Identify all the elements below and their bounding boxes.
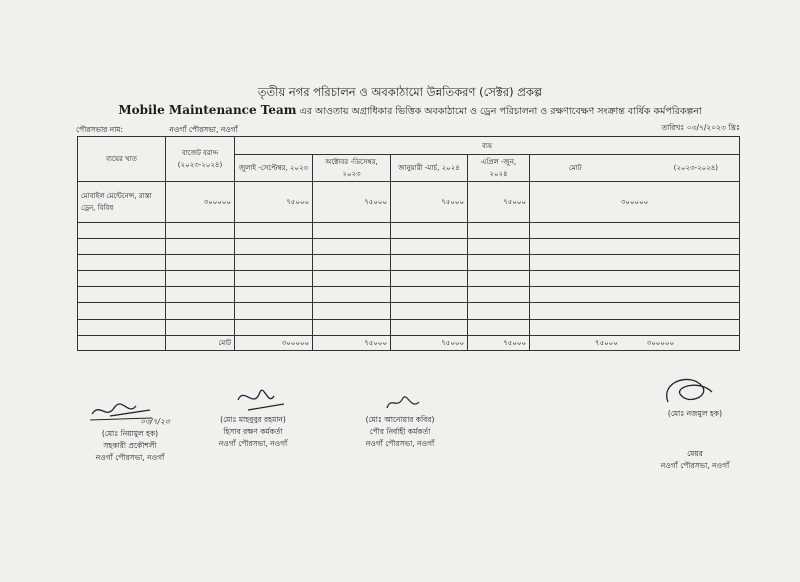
table-row-empty bbox=[78, 222, 740, 238]
signatory-office: নওগাঁ পৌরসভা, নওগাঁ bbox=[95, 453, 165, 462]
table-row-empty bbox=[78, 287, 740, 303]
header-total bbox=[530, 155, 740, 182]
signatory-role: পৌর নির্বাহী কর্মকর্তা bbox=[369, 427, 431, 436]
header-total-label: মোট bbox=[569, 164, 582, 173]
document-date: তারিখঃ ০৩/৭/২০২৩ খ্রিঃ bbox=[661, 123, 740, 132]
signature-block-engineer bbox=[70, 396, 190, 464]
total-q4: ৭৫০০০ bbox=[595, 338, 618, 347]
project-title: তৃতীয় নগর পরিচালন ও অবকাঠামো উন্নতিকরণ (সেক্টর) প্রকল্প bbox=[257, 85, 543, 99]
signatory-role: সহকারী প্রকৌশলী bbox=[103, 441, 157, 450]
header-sector: ব্যয়ের খাত bbox=[78, 137, 166, 182]
municipality-value: নওগাঁ পৌরসভা, নওগাঁ bbox=[169, 125, 238, 134]
header-q2: অক্টোবর -ডিসেম্বর, ২০২৩ bbox=[313, 155, 391, 182]
table-row-empty bbox=[78, 255, 740, 271]
signatory-office: নওগাঁ পৌরসভা, নওগাঁ bbox=[218, 439, 288, 448]
header-q3: জানুয়ারী -মার্চ, ২০২৪ bbox=[391, 155, 468, 182]
cell-budget: ৩০০০০০ bbox=[166, 182, 235, 222]
signature-block-executive bbox=[335, 388, 465, 450]
cell-q4: ৭৫০০০ bbox=[468, 182, 530, 222]
mmt-label: Mobile Maintenance Team bbox=[118, 103, 297, 117]
total-sum bbox=[530, 335, 740, 350]
table-row-empty bbox=[78, 271, 740, 287]
signature-date: ০৩/৭/২৩ bbox=[140, 417, 170, 426]
table-row bbox=[78, 182, 740, 222]
signatory-name: (মোঃ মাহবুবুর রহমান) bbox=[220, 415, 286, 424]
signature-block-mayor bbox=[640, 372, 750, 472]
handwritten-signature-icon bbox=[640, 372, 750, 412]
signatory-name: (মোঃ নজমুল হক) bbox=[667, 409, 723, 418]
plan-subtitle bbox=[60, 103, 760, 120]
municipality-label: পৌরসভার নাম: bbox=[76, 125, 123, 134]
table-row-empty bbox=[78, 319, 740, 335]
signatory-role: মেয়র bbox=[687, 449, 703, 458]
total-q2: ৭৫০০০ bbox=[391, 335, 468, 350]
signatory-office: নওগাঁ পৌরসভা, নওগাঁ bbox=[660, 461, 730, 470]
table-row-empty bbox=[78, 238, 740, 254]
cell-q1: ৭৫০০০ bbox=[235, 182, 313, 222]
total-year-sum: ৩০০০০০ bbox=[646, 338, 675, 347]
total-q3: ৭৫০০০ bbox=[468, 335, 530, 350]
header-q1: জুলাই -সেপ্টেম্বর, ২০২৩ bbox=[235, 155, 313, 182]
signatory-office: নওগাঁ পৌরসভা, নওগাঁ bbox=[365, 439, 435, 448]
signatory-name: (মোঃ নিয়ামুল হক) bbox=[101, 429, 159, 438]
total-row-label: মোট bbox=[166, 335, 235, 350]
work-plan-table bbox=[77, 136, 740, 351]
table-total-row bbox=[78, 335, 740, 350]
total-budget: ৩০০০০০ bbox=[235, 335, 313, 350]
signatory-role: হিসাব রক্ষণ কর্মকর্তা bbox=[223, 427, 283, 436]
cell-q2: ৭৫০০০ bbox=[313, 182, 391, 222]
signature-block-accounts bbox=[188, 380, 318, 450]
total-q1: ৭৫০০০ bbox=[313, 335, 391, 350]
signatory-name: (মোঃ আনোয়ার কবির) bbox=[365, 415, 435, 424]
header-expense: ব্যয় bbox=[235, 137, 740, 155]
header-total-year: (২০২৩-২০২৪) bbox=[673, 164, 719, 173]
handwritten-signature-icon bbox=[335, 388, 465, 414]
header-budget: বাজেট বরাদ্দ (২০২৩-২০২৪) bbox=[166, 137, 235, 182]
cell-sector: মোবাইল মেন্টেনেন্স, রাস্তা ড্রেন, বিবিধ bbox=[78, 182, 166, 222]
handwritten-signature-icon bbox=[188, 380, 318, 414]
table-row-empty bbox=[78, 303, 740, 319]
header-q4: এপ্রিল -জুন, ২০২৪ bbox=[468, 155, 530, 182]
subtitle-text: এর আওতায় অগ্রাধিকার ভিত্তিক অবকাঠামো ও ড্রেন পরিচালনা ও রক্ষণাবেক্ষণ সংক্রান্ত বার্ষিক কর্মপরিকল্পনা bbox=[299, 106, 702, 117]
cell-total: ৩০০০০০ bbox=[530, 182, 740, 222]
cell-q3: ৭৫০০০ bbox=[391, 182, 468, 222]
